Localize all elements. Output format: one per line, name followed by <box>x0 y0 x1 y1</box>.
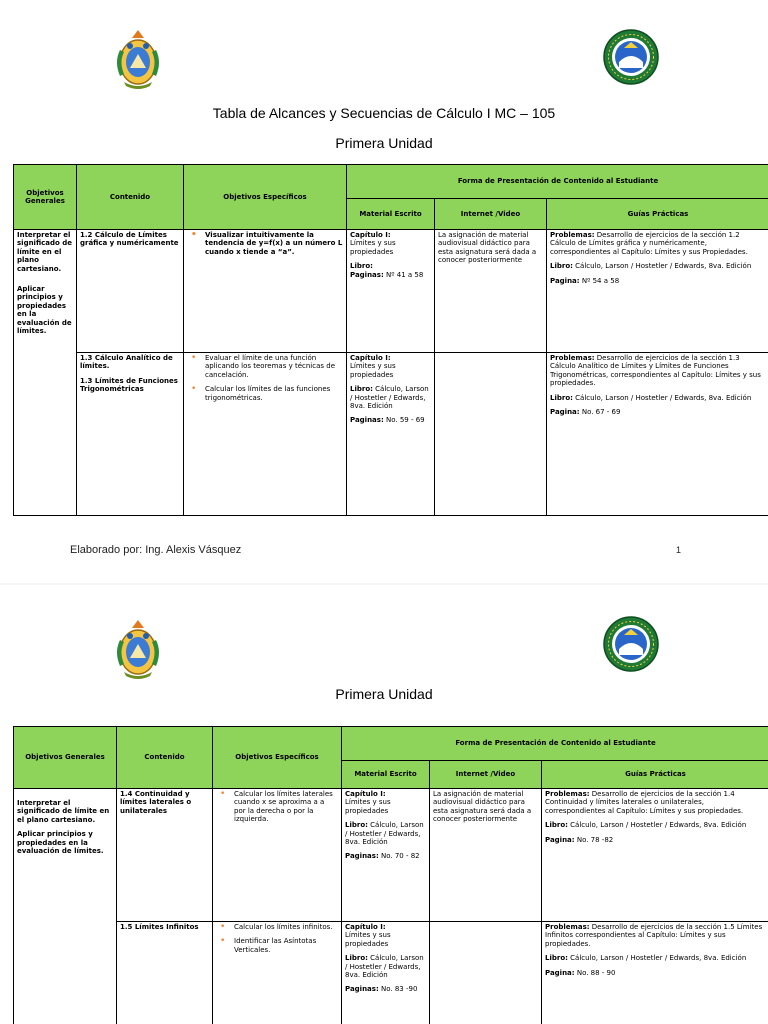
practical-guides-cell <box>547 230 768 353</box>
content-line: 1.5 Límites Infinitos <box>120 923 199 931</box>
problems-text: Desarrollo de ejercicios de la sección 1.3 Cálculo Analítico de Límites y Límites de Funciones Trigonométricas, correspondientes al Capítulo: Límites y sus propiedades. <box>550 354 761 388</box>
internet-video-cell: La asignación de material audiovisual didáctico para esta asignatura será dada a conocer posteriormente <box>435 230 547 353</box>
unit-title: Primera Unidad <box>335 686 433 702</box>
scope-table-page-1 <box>13 164 768 516</box>
book-label: Libro: <box>345 954 368 963</box>
header-presentation: Forma de Presentación de Contenido al Estudiante <box>347 165 768 199</box>
specific-objective: • Calcular los límites laterales cuando x se aproxima a a por la derecha o por la izquierda. <box>216 790 338 824</box>
content-line: 1.4 Continuidad y límites laterales o unilaterales <box>120 790 192 815</box>
written-material-cell <box>347 230 435 353</box>
header-specific-objectives: Objetivos Específicos <box>213 727 342 789</box>
problems-label: Problemas: <box>545 790 590 798</box>
specific-objective: • Evaluar el límite de una función aplicando los teoremas y técnicas de cancelación. <box>187 354 343 379</box>
written-material-cell <box>342 789 430 922</box>
chapter-label: Capítulo I: <box>350 354 391 362</box>
book-label: Libro: <box>350 385 373 394</box>
guide-book-label: Libro: <box>545 821 568 830</box>
chapter-text: Límites y sus propiedades <box>350 239 396 256</box>
coat-of-arms-icon <box>110 618 166 680</box>
general-objective: Interpretar el significado de límite en el plano cartesiano. <box>17 231 73 273</box>
header-internet-video: Internet /Video <box>435 199 547 230</box>
chapter-label: Capítulo I: <box>345 790 386 798</box>
guide-page-text: No. 67 - 69 <box>581 408 621 417</box>
guide-page-text: Nº 54 a 58 <box>581 276 620 285</box>
specific-objectives-cell <box>184 353 347 516</box>
header-practical-guides: Guías Prácticas <box>547 199 768 230</box>
pages-text: No. 83 -90 <box>380 985 418 994</box>
guide-book-label: Libro: <box>550 262 573 271</box>
book-label: Libro: <box>345 821 368 830</box>
header-content: Contenido <box>77 165 184 230</box>
guide-book-label: Libro: <box>545 954 568 963</box>
practical-guides-cell <box>542 789 768 922</box>
practical-guides-cell <box>542 922 768 1024</box>
header-general-objectives: Objetivos Generales <box>14 165 77 230</box>
guide-page-label: Pagina: <box>545 835 575 844</box>
written-material-cell <box>342 922 430 1024</box>
content-cell <box>117 789 213 922</box>
general-objective: Interpretar el significado de límite en el plano cartesiano. <box>17 799 110 824</box>
unit-title: Primera Unidad <box>335 135 433 151</box>
coat-of-arms-icon <box>110 28 166 90</box>
document-title: Tabla de Alcances y Secuencias de Cálculo I MC – 105 <box>212 105 556 121</box>
university-seal-icon <box>602 615 660 673</box>
chapter-text: Límites y sus propiedades <box>350 362 396 379</box>
pages-label: Paginas: <box>345 985 379 994</box>
pages-text: No. 59 - 69 <box>385 416 425 425</box>
pages-label: Paginas: <box>350 270 384 279</box>
internet-video-cell <box>435 353 547 516</box>
page-number: 1 <box>676 545 682 555</box>
book-text: Cálculo, Larson / Hostetler / Edwards, 8va. Edición <box>350 385 429 411</box>
general-objective: Aplicar principios y propiedades en la evaluación de límites. <box>17 285 72 336</box>
guide-book-text: Cálculo, Larson / Hostetler / Edwards, 8va. Edición <box>570 821 747 830</box>
header-internet-video: Internet /Video <box>430 761 542 789</box>
guide-page-text: No. 88 - 90 <box>576 968 616 977</box>
general-objectives-cell <box>14 230 77 516</box>
problems-text: Desarrollo de ejercicios de la sección 1.4 Continuidad y límites laterales o unilaterales, correspondientes al Capítulo: Límites y sus propiedades. <box>545 790 744 815</box>
header-practical-guides: Guías Prácticas <box>542 761 768 789</box>
book-text: Cálculo, Larson / Hostetler / Edwards, 8va. Edición <box>345 821 424 847</box>
book-text: Cálculo, Larson / Hostetler / Edwards, 8va. Edición <box>345 954 424 980</box>
practical-guides-cell <box>547 353 768 516</box>
specific-objective: • Calcular los límites infinitos. <box>216 923 338 931</box>
content-line: 1.3 Cálculo Analítico de límites. <box>80 354 173 371</box>
chapter-label: Capítulo I: <box>350 231 391 239</box>
problems-label: Problemas: <box>545 923 590 931</box>
header-written-material: Material Escrito <box>342 761 430 789</box>
content-line: 1.3 Límites de Funciones Trigonométricas <box>80 376 178 394</box>
specific-objectives-cell <box>213 789 342 922</box>
chapter-label: Capítulo I: <box>345 923 386 931</box>
guide-page-label: Pagina: <box>550 408 580 417</box>
content-line: 1.2 Cálculo de Límites gráfica y numéricamente <box>80 231 179 248</box>
guide-book-text: Cálculo, Larson / Hostetler / Edwards, 8va. Edición <box>575 262 752 271</box>
chapter-text: Límites y sus propiedades <box>345 931 391 948</box>
chapter-text: Límites y sus propiedades <box>345 798 391 815</box>
footer-author: Elaborado por: Ing. Alexis Vásquez <box>70 544 242 556</box>
header-content: Contenido <box>117 727 213 789</box>
problems-text: Desarrollo de ejercicios de la sección 1.5 Límites Infinitos correspondientes al Capítulo: Límites y sus propiedades. <box>545 923 763 948</box>
content-cell <box>77 353 184 516</box>
internet-video-cell <box>430 922 542 1024</box>
specific-objectives-cell <box>213 922 342 1024</box>
specific-objective: • Visualizar intuitivamente la tendencia de y=f(x) a un número L cuando x tiende a “a”. <box>187 231 343 256</box>
general-objective: Aplicar principios y propiedades en la evaluación de límites. <box>17 830 104 856</box>
general-objectives-cell <box>14 789 117 1024</box>
guide-page-label: Pagina: <box>550 276 580 285</box>
guide-book-text: Cálculo, Larson / Hostetler / Edwards, 8va. Edición <box>570 954 747 963</box>
header-presentation: Forma de Presentación de Contenido al Estudiante <box>342 727 768 761</box>
specific-objective: • Calcular los límites de las funciones trigonométricas. <box>187 385 343 402</box>
specific-objective: • Identificar las Asíntotas Verticales. <box>216 937 338 954</box>
internet-video-cell: La asignación de material audiovisual didáctico para esta asignatura será dada a conocer posteriormente <box>430 789 542 922</box>
problems-text: Desarrollo de ejercicios de la sección 1.2 Cálculo de Límites gráfica y numéricamente, correspondientes al Capítulo: Límites y sus Propiedades. <box>550 231 748 256</box>
problems-label: Problemas: <box>550 354 595 362</box>
guide-page-text: No. 78 -82 <box>576 835 614 844</box>
document-page-2 <box>0 585 768 1024</box>
guide-book-label: Libro: <box>550 393 573 402</box>
scope-table-page-2 <box>13 726 768 1024</box>
pages-label: Paginas: <box>350 416 384 425</box>
specific-objectives-cell <box>184 230 347 353</box>
pages-text: No. 70 - 82 <box>380 852 420 861</box>
header-written-material: Material Escrito <box>347 199 435 230</box>
guide-page-label: Pagina: <box>545 968 575 977</box>
guide-book-text: Cálculo, Larson / Hostetler / Edwards, 8va. Edición <box>575 393 752 402</box>
pages-label: Paginas: <box>345 852 379 861</box>
pages-text: Nº 41 a 58 <box>385 270 424 279</box>
problems-label: Problemas: <box>550 231 595 239</box>
content-cell <box>77 230 184 353</box>
header-general-objectives: Objetivos Generales <box>14 727 117 789</box>
written-material-cell <box>347 353 435 516</box>
content-cell <box>117 922 213 1024</box>
book-label: Libro: <box>350 262 373 271</box>
university-seal-icon <box>602 28 660 86</box>
header-specific-objectives: Objetivos Específicos <box>184 165 347 230</box>
